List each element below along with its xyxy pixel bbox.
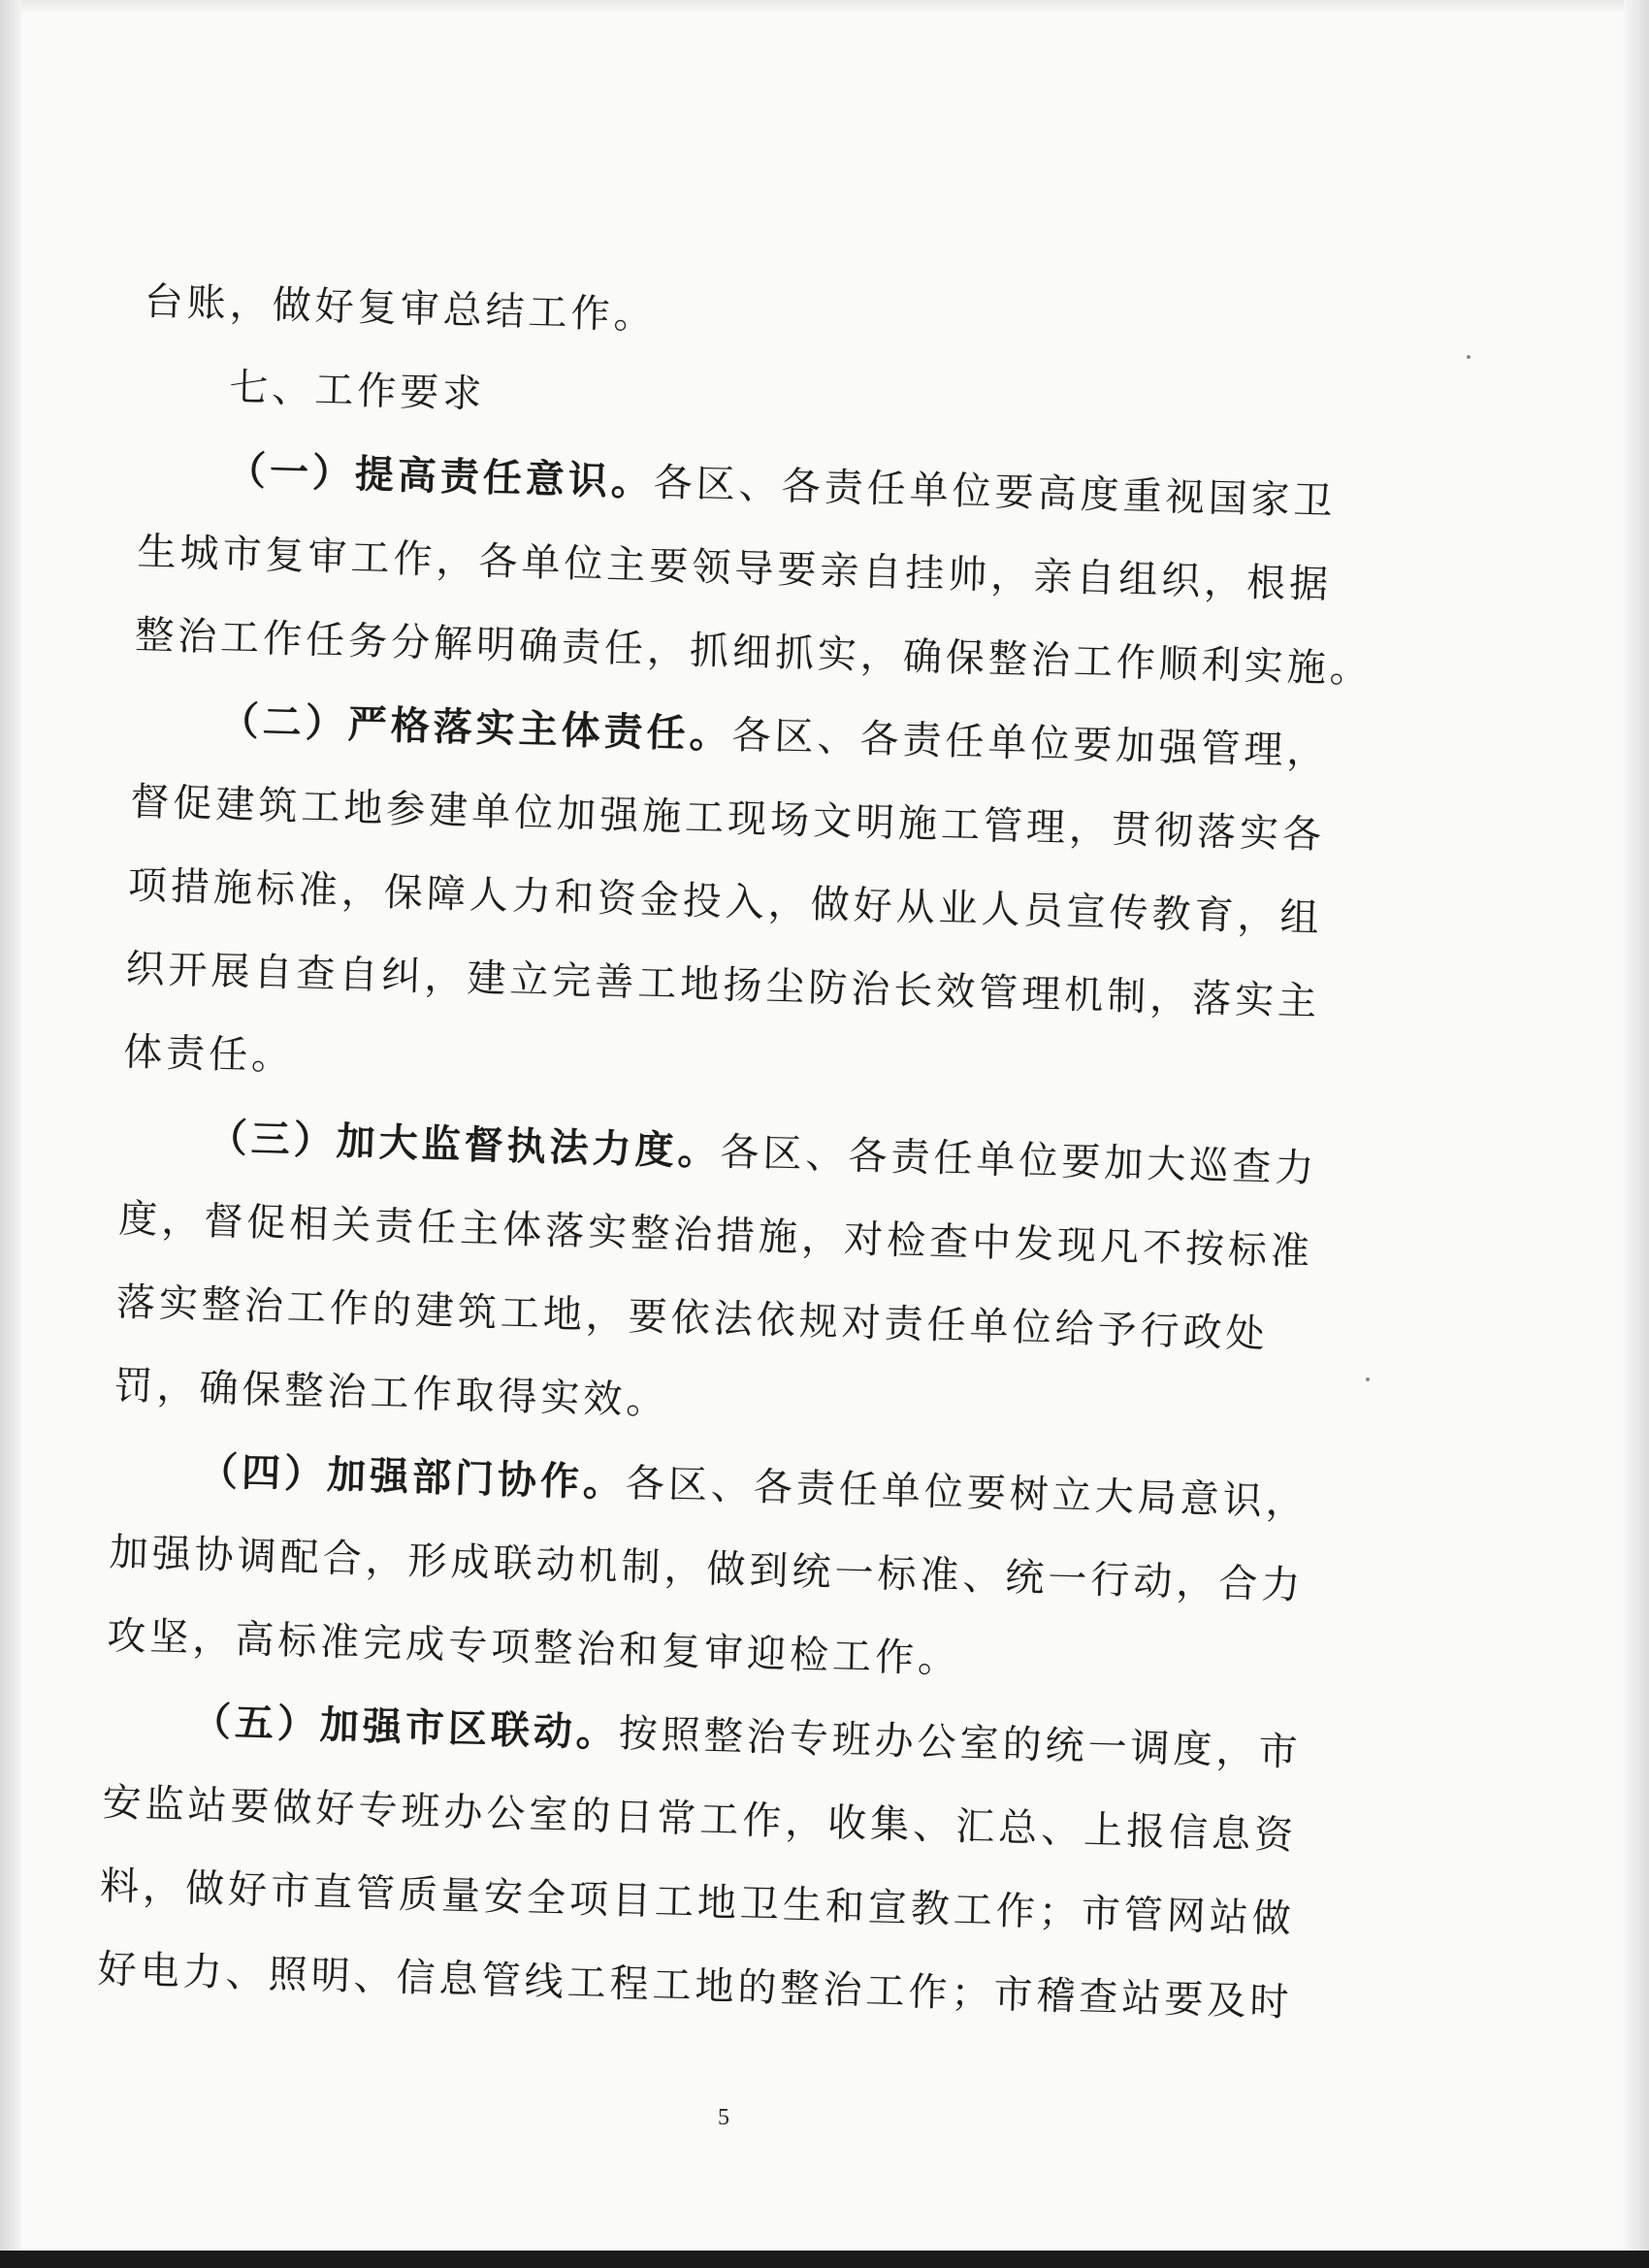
paragraph-2-line-5: 体责任。: [122, 1029, 295, 1080]
paragraph-3-line-4: 罚，确保整治工作取得实效。: [113, 1363, 670, 1424]
section-heading: 七、工作要求: [228, 365, 486, 417]
paragraph-2-text: 各区、各责任单位要加强管理，: [730, 713, 1330, 775]
paragraph-4-line-2: 加强协调配合，形成联动机制，做到统一标准、统一行动，合力: [109, 1530, 1305, 1608]
paragraph-2-line-3: 项措施标准，保障人力和资金投入，做好从业人员宣传教育，组: [127, 862, 1324, 942]
paragraph-5-text: 按照整治专班办公室的统一调度，市: [618, 1711, 1303, 1775]
paragraph-3-line-3: 落实整治工作的建筑工地，要依法依规对责任单位给予行政处: [115, 1280, 1270, 1357]
paragraph-4-line-3: 攻坚，高标准完成专项整治和复审迎检工作。: [106, 1613, 961, 1683]
scan-edge-bottom: [0, 2251, 1649, 2268]
scan-edge-right: [1624, 0, 1649, 2268]
continuation-line: 台账，做好复审总结工作。: [144, 278, 658, 339]
paragraph-5-lead: （五）加强市区联动。: [191, 1698, 620, 1757]
paragraph-1-text: 各区、各责任单位要高度重视国家卫: [653, 460, 1338, 525]
paragraph-3-line-2: 度，督促相关责任主体落实整治措施，对检查中发现凡不按标准: [117, 1196, 1314, 1276]
paragraph-5-line-2: 安监站要做好专班办公室的日常工作，收集、汇总、上报信息资: [101, 1780, 1298, 1859]
document-body: [97, 260, 1436, 2047]
paragraph-2-line-2: 督促建筑工地参建单位加强施工现场文明施工管理，贯彻落实各: [129, 779, 1326, 859]
paragraph-2-line-4: 织开展自查自纠，建立完善工地扬尘防治长效管理机制，落实主: [124, 946, 1321, 1025]
scan-edge-top: [0, 0, 1649, 14]
paragraph-1-line-2: 生城市复审工作，各单位主要领导要亲自挂帅，亲自组织，根据: [136, 529, 1333, 608]
paragraph-4-text: 各区、各责任单位要树立大局意识，: [625, 1461, 1310, 1525]
scan-edge-left: [0, 0, 21, 2268]
scan-speck: [1467, 355, 1471, 359]
paragraph-1-lead: （一）提高责任意识。: [226, 447, 655, 505]
paragraph-5-line-4: 好电力、照明、信息管线工程工地的整治工作；市稽查站要及时: [97, 1947, 1293, 2025]
paragraph-3-lead: （三）加大监督执法力度。: [208, 1115, 722, 1175]
paragraph-1-line-3: 整治工作任务分解明确责任，抓细抓实，确保整治工作顺利实施。: [134, 612, 1374, 693]
page-number: 5: [718, 2105, 729, 2130]
paragraph-3-text: 各区、各责任单位要加大巡查力: [719, 1129, 1318, 1192]
paragraph-5-line-3: 料，做好市直管质量安全项目工地卫生和宣教工作；市管网站做: [99, 1863, 1296, 1942]
paragraph-4-lead: （四）加强部门协作。: [198, 1448, 627, 1507]
paragraph-2-lead: （二）严格落实主体责任。: [219, 697, 733, 759]
